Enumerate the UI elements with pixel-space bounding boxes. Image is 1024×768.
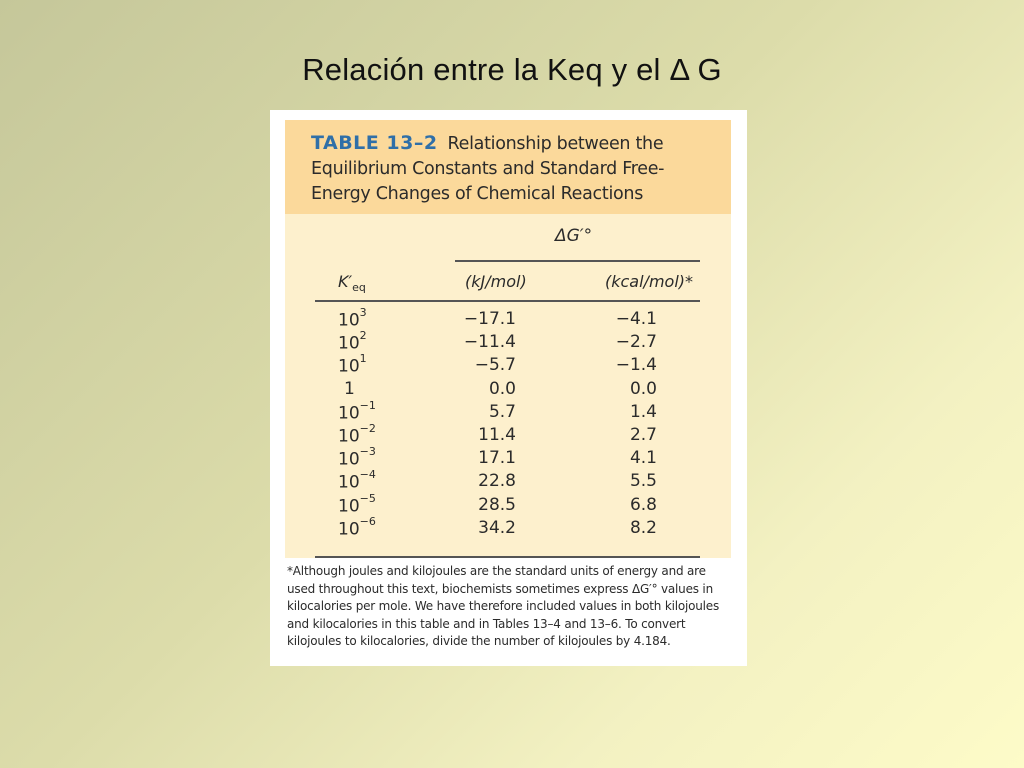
keq-base: 10 [338,357,360,378]
kcal-cell: 2.7 [629,425,657,445]
table-row [285,352,731,378]
kcal-cell: −1.4 [615,355,657,376]
keq-exponent: 3 [359,306,367,319]
table-row [285,306,731,332]
keq-cell [338,468,376,494]
keq-cell [338,306,367,331]
keq-base: 10 [338,333,360,354]
kcal-cell: 4.1 [629,448,657,469]
delta-g-header: ΔG′° [555,226,593,246]
kcal-cell: −4.1 [615,309,657,329]
keq-base: 10 [338,496,360,517]
keq-cell [338,398,376,424]
keq-base: 10 [338,403,360,424]
keq-base: 10 [338,519,360,540]
table-row [285,398,731,425]
caption-band [285,120,731,214]
keq-cell [338,379,355,399]
kj-cell: −17.1 [463,309,516,329]
kcal-cell: 8.2 [629,517,657,538]
table-row [285,468,731,494]
kj-cell: 17.1 [478,448,516,469]
group-header-rule [455,260,700,262]
header-rule [315,300,700,302]
keq-exponent: −3 [359,445,376,459]
keq-base: 10 [338,310,360,331]
table-row [285,514,731,541]
keq-exponent: −1 [359,398,376,412]
keq-base: 10 [338,449,360,470]
keq-exponent: 2 [359,329,367,343]
table-row [285,445,731,471]
keq-cell [338,491,376,517]
keq-cell [338,422,376,447]
bottom-rule [315,556,700,558]
kj-column-header: (kJ/mol) [465,272,527,291]
kj-cell: 28.5 [478,494,516,515]
slide-title: Relación entre la Keq y el Δ G [302,52,722,87]
kj-cell: 22.8 [478,471,516,492]
table-row [285,379,731,402]
kj-cell: 11.4 [478,425,516,445]
kj-cell: 34.2 [478,517,516,538]
table-panel [285,120,731,558]
keq-header-subscript: eq [352,281,366,295]
keq-exponent: −6 [359,514,376,528]
keq-base: 10 [338,473,360,494]
kcal-cell: 0.0 [629,378,657,399]
table-caption-text: Relationship between the Equilibrium Constants and Standard Free-Energy Changes of Chemical Reactions [311,134,665,204]
kj-cell: 0.0 [488,378,516,399]
table-number: TABLE 13–2 [311,132,438,154]
table-row [285,422,731,448]
keq-exponent: −5 [359,491,376,505]
kcal-column-header: (kcal/mol)* [605,272,694,291]
keq-header-symbol: K′ [338,272,353,291]
kcal-cell: 6.8 [629,494,657,515]
table-figure [270,110,747,666]
keq-exponent: −4 [359,468,376,482]
table-row [285,491,731,518]
kj-cell: −11.4 [463,332,516,353]
keq-exponent: −2 [359,422,376,435]
keq-exponent: 1 [359,352,367,366]
kj-cell: 5.7 [488,401,516,422]
kcal-cell: 5.5 [629,471,657,492]
keq-base: 10 [338,426,360,447]
keq-base: 1 [344,378,355,399]
kcal-cell: 1.4 [629,401,657,422]
keq-cell [338,352,367,378]
kcal-cell: −2.7 [615,332,657,353]
keq-cell [338,514,376,540]
table-caption [311,131,721,207]
keq-column-header [338,272,366,294]
kj-cell: −5.7 [474,355,516,376]
table-footnote: *Although joules and kilojoules are the standard units of energy and are used throughout this text, biochemists sometimes express ΔG′° values in kilocalories per mole. We have therefore included values in both kilojoules and kilocalories in this table and in Tables 13–4 and 13–6. To convert kilojoules to kilocalories, divide the number of kilojoules by 4.184. [287,564,720,648]
keq-cell [338,329,367,354]
table-row [285,329,731,355]
keq-cell [338,445,376,470]
